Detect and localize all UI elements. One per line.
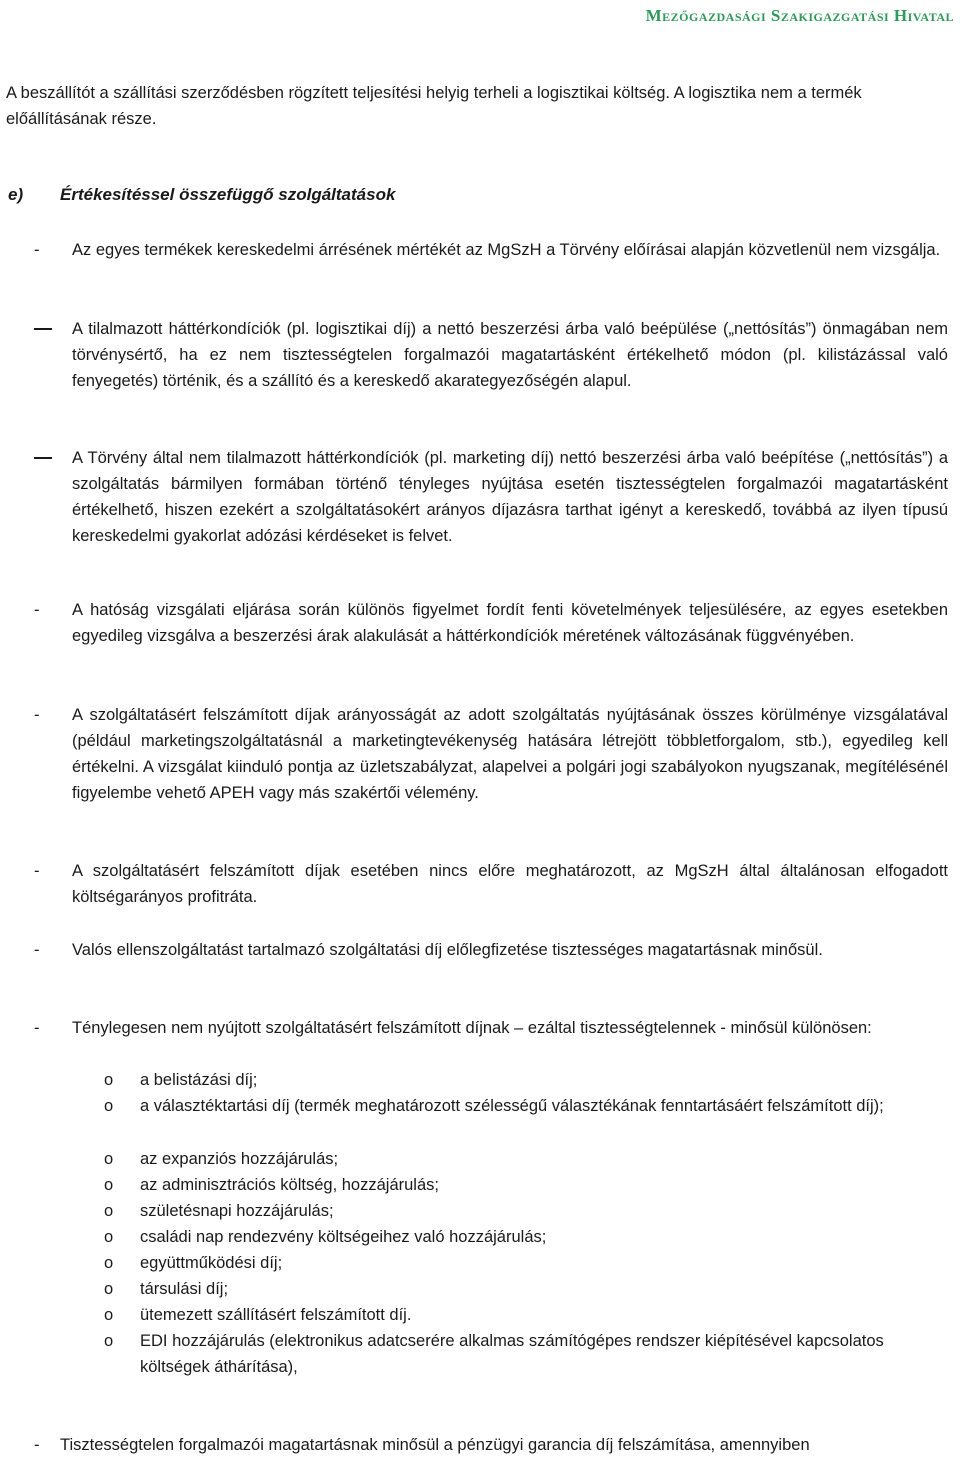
item-marker: -	[34, 862, 40, 880]
list-item	[34, 858, 948, 910]
list-item	[34, 445, 948, 549]
sub-list-item	[104, 1276, 924, 1302]
sub-bullet: o	[104, 1280, 114, 1298]
sub-list-item	[104, 1146, 924, 1172]
item-marker: -	[34, 241, 40, 259]
intro-paragraph: A beszállítót a szállítási szerződésben rögzített teljesítési helyig terheli a logisztikai költség. A logisztika nem a termék előállításának része.	[6, 84, 862, 128]
page-header: Mezőgazdasági Szakigazgatási Hivatal	[645, 6, 954, 25]
item-text: A szolgáltatásért felszámított díjak arányosságát az adott szolgáltatás nyújtásának összes körülménye vizsgálatával (például marketingszolgáltatásnál a marketingtevékenység hatására létrejött többletforgalom, stb.), egyedileg kell értékelni. A vizsgálat kiinduló pontja az üzletszabályzat, alapelvei a polgári jogi szabályokon nyugszanak, megítélésénél figyelembe vehető APEH vagy más szakértői vélemény.	[72, 706, 948, 802]
sub-bullet: o	[104, 1176, 114, 1194]
sub-bullet: o	[104, 1097, 114, 1115]
item-text: Az egyes termékek kereskedelmi árrésének mértékét az MgSzH a Törvény előírásai alapján közvetlenül nem vizsgálja.	[72, 241, 941, 259]
item-text: A szolgáltatásért felszámított díjak esetében nincs előre meghatározott, az MgSzH által általánosan elfogadott költségarányos profitráta.	[72, 862, 948, 906]
list-item	[34, 1015, 948, 1041]
sub-item-text: családi nap rendezvény költségeihez való hozzájárulás;	[140, 1228, 547, 1246]
item-text: Ténylegesen nem nyújtott szolgáltatásért felszámított díjnak – ezáltal tisztességtelennek - minősül különösen:	[72, 1019, 872, 1037]
list-item	[34, 237, 948, 263]
sub-list-item	[104, 1067, 924, 1093]
item-marker: -	[34, 706, 40, 724]
section-title: Értékesítéssel összefüggő szolgáltatások	[60, 185, 396, 204]
sub-list-item	[104, 1198, 924, 1224]
sub-list-item	[104, 1172, 924, 1198]
item-text: A Törvény által nem tilalmazott háttérkondíciók (pl. marketing díj) nettó beszerzési árba való beépítése („nettósítás”) a szolgáltatás bármilyen formában történő tényleges nyújtása esetén tisztességtelen forgalmazói magatartásként értékelhető, hiszen ezekért a szolgáltatásokért arányos díjazásra tarthat igényt a kereskedő, továbbá az ilyen típusú kereskedelmi gyakorlat adózási kérdéseket is felvet.	[72, 449, 948, 545]
item-text: A tilalmazott háttérkondíciók (pl. logisztikai díj) a nettó beszerzési árba való beépülése („nettósítás”) önmagában nem törvénysértő, ha ez nem tisztességtelen forgalmazói magatartásként értékelhető módon (pl. kilistázással való fenyegetés) történik, és a szállító és a kereskedő akarategyezőségén alapul.	[72, 320, 948, 390]
sub-list-item	[104, 1250, 924, 1276]
sub-item-text: születésnapi hozzájárulás;	[140, 1202, 334, 1220]
sub-item-text: a belistázási díj;	[140, 1071, 258, 1089]
sub-bullet: o	[104, 1228, 114, 1246]
item-marker: -	[34, 1019, 40, 1037]
sub-item-text: társulási díj;	[140, 1280, 229, 1298]
item-marker: -	[34, 601, 40, 619]
sub-list-item	[104, 1224, 924, 1250]
sub-bullet: o	[104, 1306, 114, 1324]
section-letter: e)	[8, 185, 24, 204]
sub-list-item	[104, 1093, 924, 1119]
item-marker: -	[34, 941, 40, 959]
sub-bullet: o	[104, 1150, 114, 1168]
sub-item-text: együttműködési díj;	[140, 1254, 283, 1272]
sub-bullet: o	[104, 1071, 114, 1089]
sub-bullet: o	[104, 1332, 114, 1350]
sub-item-text: EDI hozzájárulás (elektronikus adatcserére alkalmas számítógépes rendszer kiépítésével kapcsolatos költségek áthárítása),	[140, 1332, 884, 1376]
list-item	[34, 597, 948, 649]
list-item	[34, 937, 948, 963]
sub-item-text: ütemezett szállításért felszámított díj.	[140, 1306, 412, 1324]
sub-item-text: a választéktartási díj (termék meghatározott szélességű választékának fenntartásáért felszámított díj);	[140, 1097, 884, 1115]
list-item	[34, 1432, 948, 1458]
item-marker: -	[34, 1436, 40, 1454]
sub-bullet: o	[104, 1254, 114, 1272]
item-text: Tisztességtelen forgalmazói magatartásnak minősül a pénzügyi garancia díj felszámítása, amennyiben	[60, 1436, 810, 1454]
sub-list-item	[104, 1302, 924, 1328]
item-text: Valós ellenszolgáltatást tartalmazó szolgáltatási díj előlegfizetése tisztességes magatartásnak minősül.	[72, 941, 823, 959]
section-heading	[8, 185, 395, 205]
list-item	[34, 702, 948, 806]
list-item	[34, 316, 948, 394]
sub-bullet: o	[104, 1202, 114, 1220]
sub-list-item	[104, 1328, 924, 1380]
sub-item-text: az expanziós hozzájárulás;	[140, 1150, 339, 1168]
sub-item-text: az adminisztrációs költség, hozzájárulás;	[140, 1176, 439, 1194]
item-text: A hatóság vizsgálati eljárása során különös figyelmet fordít fenti követelmények teljesülésére, az egyes esetekben egyedileg vizsgálva a beszerzési árak alakulását a háttérkondíciók méretének változásának függvényében.	[72, 601, 948, 645]
